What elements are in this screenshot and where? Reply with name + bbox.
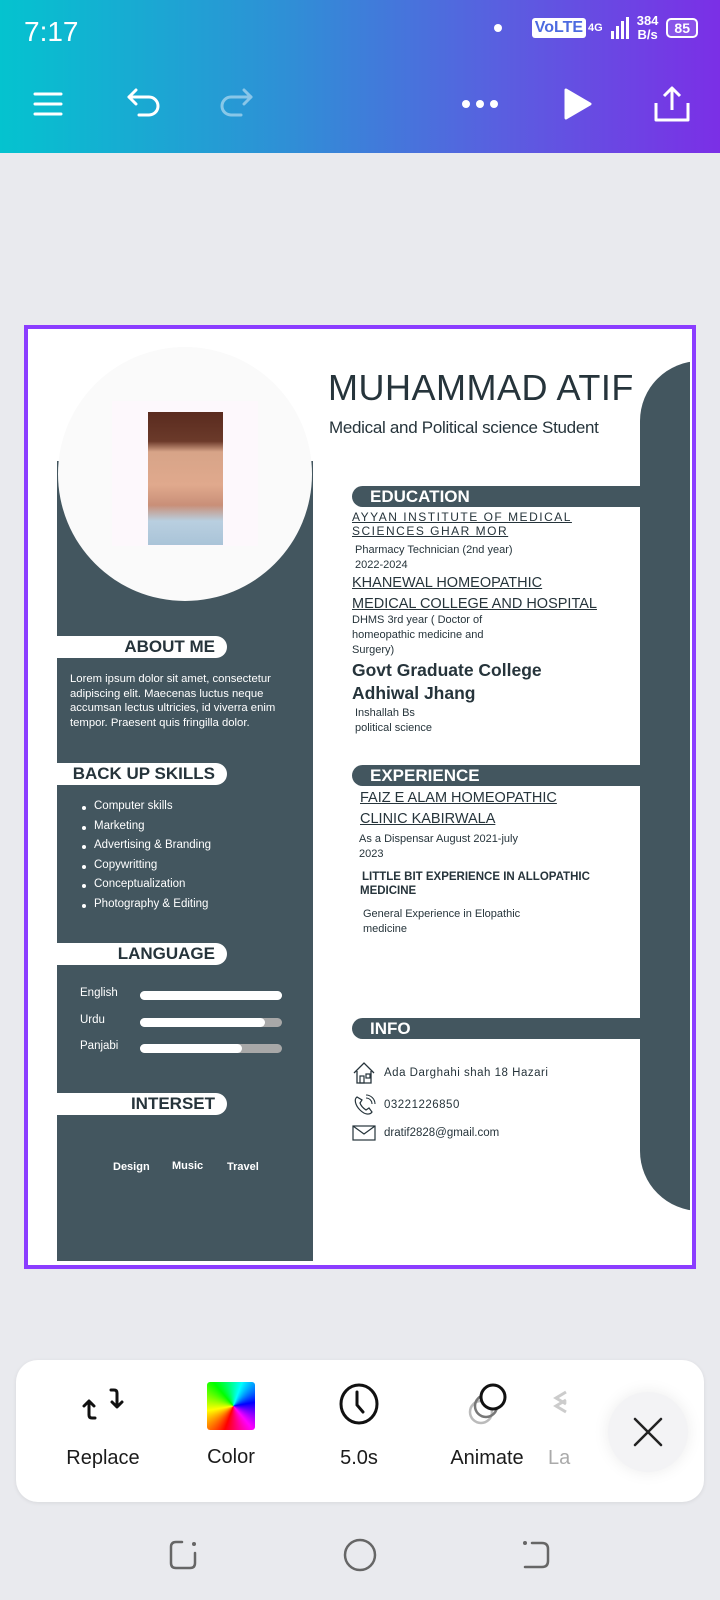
element-toolbar — [16, 1360, 704, 1502]
replace-button[interactable]: Replace — [48, 1382, 158, 1470]
interest-title[interactable]: INTERSET — [57, 1093, 227, 1115]
info-address[interactable]: Ada Darghahi shah 18 Hazari — [352, 1061, 548, 1085]
experience-detail-2a[interactable]: General Experience in Elopathic — [363, 908, 521, 920]
education-school-2a[interactable]: KHANEWAL HOMEOPATHIC — [352, 575, 543, 591]
volte-icon: VoLTE — [532, 18, 586, 38]
animate-button[interactable]: Animate — [432, 1382, 542, 1470]
clock-icon — [337, 1382, 381, 1426]
about-text[interactable]: Lorem ipsum dolor sit amet, consectetur adipiscing elit. Maecenas luctus neque accumsan lectus ultricies, id viverra enim tempor. Praesent quis fringilla dolor. — [70, 673, 276, 729]
education-detail-1b[interactable]: 2022-2024 — [355, 559, 408, 571]
language-bar-english[interactable] — [140, 991, 282, 1000]
education-detail-3a[interactable]: Inshallah Bs — [355, 707, 415, 719]
layers-icon — [552, 1382, 572, 1426]
replace-icon — [81, 1382, 125, 1426]
about-title[interactable]: ABOUT ME — [57, 636, 227, 658]
more-icon[interactable] — [458, 82, 502, 126]
notification-dot-icon — [494, 24, 502, 32]
experience-title[interactable]: EXPERIENCE — [352, 765, 652, 786]
color-button[interactable]: Color — [176, 1382, 286, 1469]
education-school-3b[interactable]: Adhiwal Jhang — [352, 683, 476, 703]
education-detail-3b[interactable]: political science — [355, 722, 433, 734]
language-urdu[interactable]: Urdu — [80, 1014, 105, 1026]
house-icon — [352, 1061, 376, 1085]
language-english[interactable]: English — [80, 987, 118, 999]
interest-music[interactable]: Music — [172, 1160, 204, 1172]
battery-icon: 85 — [666, 18, 698, 38]
recents-button[interactable] — [164, 1535, 204, 1575]
skill-item: Photography & Editing — [82, 898, 211, 918]
close-icon — [633, 1417, 663, 1447]
info-phone[interactable]: 03221226850 — [352, 1094, 460, 1116]
layers-button[interactable]: La — [538, 1382, 598, 1470]
education-detail-2a[interactable]: DHMS 3rd year ( Doctor of — [352, 614, 483, 626]
color-icon — [207, 1382, 255, 1430]
skills-list[interactable] — [82, 800, 211, 918]
language-title[interactable]: LANGUAGE — [57, 943, 227, 965]
education-title[interactable]: EDUCATION — [352, 486, 652, 507]
home-button[interactable] — [340, 1535, 380, 1575]
experience-detail-2b[interactable]: medicine — [363, 923, 408, 935]
experience-heading-2b[interactable]: MEDICINE — [360, 885, 417, 897]
interest-travel[interactable]: Travel — [227, 1161, 259, 1173]
resume-name[interactable]: MUHAMMAD ATIF — [328, 367, 634, 408]
experience-detail-1b[interactable]: 2023 — [359, 848, 384, 860]
skill-item: Marketing — [82, 820, 211, 840]
skill-item: Computer skills — [82, 800, 211, 820]
network-type: 4G — [588, 22, 603, 34]
skills-title[interactable]: BACK UP SKILLS — [57, 763, 227, 785]
app-header — [0, 0, 720, 153]
network-speed: 384 B/s — [636, 13, 659, 42]
skill-item: Conceptualization — [82, 878, 211, 898]
skill-item: Advertising & Branding — [82, 839, 211, 859]
mail-icon — [352, 1125, 376, 1141]
close-button[interactable] — [608, 1392, 688, 1472]
education-detail-2b[interactable]: homeopathic medicine and — [352, 629, 484, 641]
language-panjabi[interactable]: Panjabi — [80, 1040, 119, 1052]
education-detail-1a[interactable]: Pharmacy Technician (2nd year) — [355, 544, 513, 556]
education-school-2b[interactable]: MEDICAL COLLEGE AND HOSPITAL — [352, 596, 597, 612]
signal-icon — [611, 17, 629, 39]
share-icon[interactable] — [650, 82, 694, 126]
back-button[interactable] — [516, 1535, 556, 1575]
skill-item: Copywritting — [82, 859, 211, 879]
interest-design[interactable]: Design — [113, 1161, 150, 1173]
education-school-1[interactable]: AYYAN INSTITUTE OF MEDICAL SCIENCES GHAR MOR — [352, 510, 572, 538]
info-email[interactable]: dratif2828@gmail.com — [352, 1125, 499, 1141]
education-school-3a[interactable]: Govt Graduate College — [352, 660, 542, 680]
language-bar-urdu[interactable] — [140, 1018, 282, 1027]
experience-detail-1a[interactable]: As a Dispensar August 2021-july — [359, 833, 518, 845]
status-time: 7:17 — [24, 16, 79, 47]
play-icon[interactable] — [556, 82, 600, 126]
undo-icon[interactable] — [122, 82, 166, 126]
experience-heading-2a[interactable]: LITTLE BIT EXPERIENCE IN ALLOPATHIC — [362, 871, 590, 883]
resume-subtitle[interactable]: Medical and Political science Student — [329, 418, 599, 437]
back-icon — [520, 1539, 552, 1571]
experience-place-1b[interactable]: CLINIC KABIRWALA — [360, 811, 496, 827]
profile-photo[interactable] — [148, 412, 223, 545]
resume-page[interactable] — [30, 331, 690, 1261]
menu-icon[interactable] — [26, 82, 70, 126]
education-detail-2c[interactable]: Surgery) — [352, 644, 395, 656]
duration-button[interactable]: 5.0s — [304, 1382, 414, 1470]
animate-icon — [465, 1382, 509, 1426]
status-icons — [494, 14, 698, 42]
experience-place-1a[interactable]: FAIZ E ALAM HOMEOPATHIC — [360, 790, 557, 806]
system-nav-bar — [0, 1510, 720, 1600]
home-icon — [343, 1538, 377, 1572]
language-bar-panjabi[interactable] — [140, 1044, 282, 1053]
recents-icon — [168, 1539, 200, 1571]
redo-icon[interactable] — [214, 82, 258, 126]
info-title[interactable]: INFO — [352, 1018, 652, 1039]
phone-icon — [352, 1094, 376, 1116]
